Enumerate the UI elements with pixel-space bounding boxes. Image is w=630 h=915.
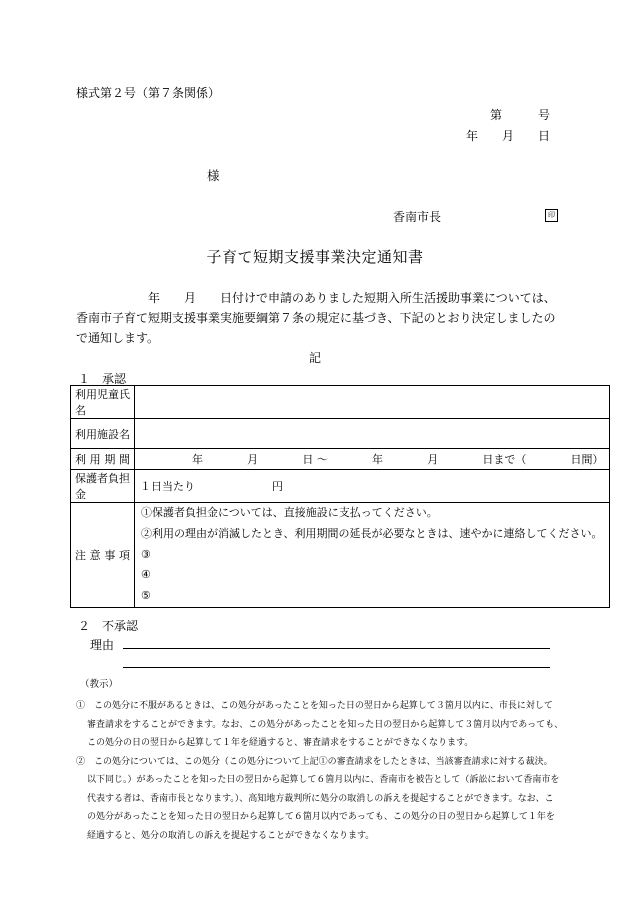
label-char: 名: [119, 427, 130, 441]
body-line-1: 年 月 日付けで申請のありました短期入所生活援助事業については、: [76, 291, 556, 305]
section-approval-heading: １ 承認: [78, 372, 127, 386]
fee-label: 保護者負担金: [71, 470, 135, 503]
notice-body: [76, 288, 566, 348]
note-item-2: ②利用の理由が消滅したとき、利用期間の延長が必要なときは、速やかに連絡してください。: [141, 526, 603, 540]
instructions-heading: （教示）: [80, 679, 119, 690]
period-start-day: 日 ～: [302, 453, 328, 466]
period-start-year: 年: [192, 453, 203, 466]
period-days: 日間）: [570, 453, 604, 466]
label-char: 項: [118, 548, 130, 562]
label-char: 注: [75, 548, 86, 562]
body-line-3: で通知します。: [76, 331, 160, 345]
label-char: 用: [86, 427, 97, 441]
instruction-line: この処分の日の翌日から起算して１年を経過すると、審査請求をすることができなくなります。: [87, 738, 474, 748]
label-char: 利: [75, 453, 86, 466]
instruction-line: 代表する者は、香南市長となります。）、高知地方裁判所に処分の取消しの訴えを提起することができます。なお、こ: [87, 793, 554, 804]
period-start-month: 月: [247, 453, 259, 466]
body-line-2: 香南市子育て短期支援事業実施要綱第７条の規定に基づき、下記のとおり決定しましたの: [76, 311, 556, 325]
period-end-month: 月: [427, 453, 439, 466]
user-name-label-text: 利用児童氏名: [75, 388, 130, 417]
note-item-3[interactable]: ③: [141, 547, 151, 561]
period-field[interactable]: [135, 449, 610, 470]
seal-mark-icon: 印: [545, 209, 558, 222]
date-line: 年 月 日: [465, 129, 550, 143]
label-char: 期: [104, 453, 116, 466]
label-char: 設: [108, 427, 119, 441]
reason-line-2[interactable]: [123, 667, 550, 668]
note-item-5[interactable]: ⑤: [141, 589, 151, 603]
period-end-year: 年: [372, 453, 384, 466]
label-char: 施: [97, 427, 108, 441]
facility-name-field[interactable]: [135, 419, 610, 449]
label-char: 意: [89, 548, 101, 562]
period-label-text: [75, 451, 130, 467]
period-end-day: 日まで（: [482, 453, 527, 466]
facility-name-label-text: [75, 426, 130, 442]
section-rejection-heading: ２ 不承認: [78, 619, 139, 633]
document-title: 子育て短期支援事業決定通知書: [206, 248, 424, 266]
note-item-4[interactable]: ④: [141, 568, 151, 582]
fee-field[interactable]: １日当たり 円: [135, 470, 610, 503]
approval-table: [70, 385, 610, 608]
instruction-line: 審査請求をすることができます。なお、この処分があったことを知った日の翌日から起算して３箇月以内であっても、: [87, 719, 564, 730]
instruction-line: 経過すると、処分の取消しの訴えを提起することができなくなります。: [87, 830, 375, 841]
label-char: 用: [89, 453, 101, 466]
form-number: 様式第２号（第７条関係）: [76, 86, 221, 100]
note-item-1: ①保護者負担金については、直接施設に支払ってください。: [141, 506, 438, 519]
instruction-line: ① この処分に不服があるときは、この処分があったことを知った日の翌日から起算して３箇月以内に、市長に対して: [76, 701, 553, 711]
label-char: 間: [118, 453, 130, 466]
label-char: 事: [104, 548, 116, 562]
ki-heading: 記: [308, 351, 321, 365]
issuer-name: 香南市長: [393, 210, 442, 224]
addressee-sama: 様: [207, 168, 220, 183]
period-label: [71, 449, 135, 470]
notes-label: [71, 503, 135, 608]
period-parts: [140, 451, 604, 467]
reason-line-1[interactable]: [123, 648, 550, 649]
label-char: 利: [75, 427, 86, 441]
user-name-label: [71, 386, 135, 419]
document-number-line: 第 号: [489, 108, 550, 122]
instruction-line: の処分があったことを知った日の翌日から起算して６箇月以内であっても、この処分の日の翌日から起算して１年を: [87, 812, 555, 822]
facility-name-label: [71, 419, 135, 449]
instructions-body: [76, 697, 576, 845]
user-name-field[interactable]: [135, 386, 610, 419]
instruction-line: ② この処分については、この処分（この処分について上記①の審査請求をしたときは、当該審査請求に対する裁決。: [76, 756, 553, 767]
reason-label: 理由: [90, 638, 115, 652]
notes-field: [135, 503, 610, 608]
instruction-line: 以下同じ。）があったことを知った日の翌日から起算して６箇月以内に、香南市を被告として（訴訟において香南市を: [87, 775, 560, 785]
notes-label-text: [75, 547, 130, 563]
